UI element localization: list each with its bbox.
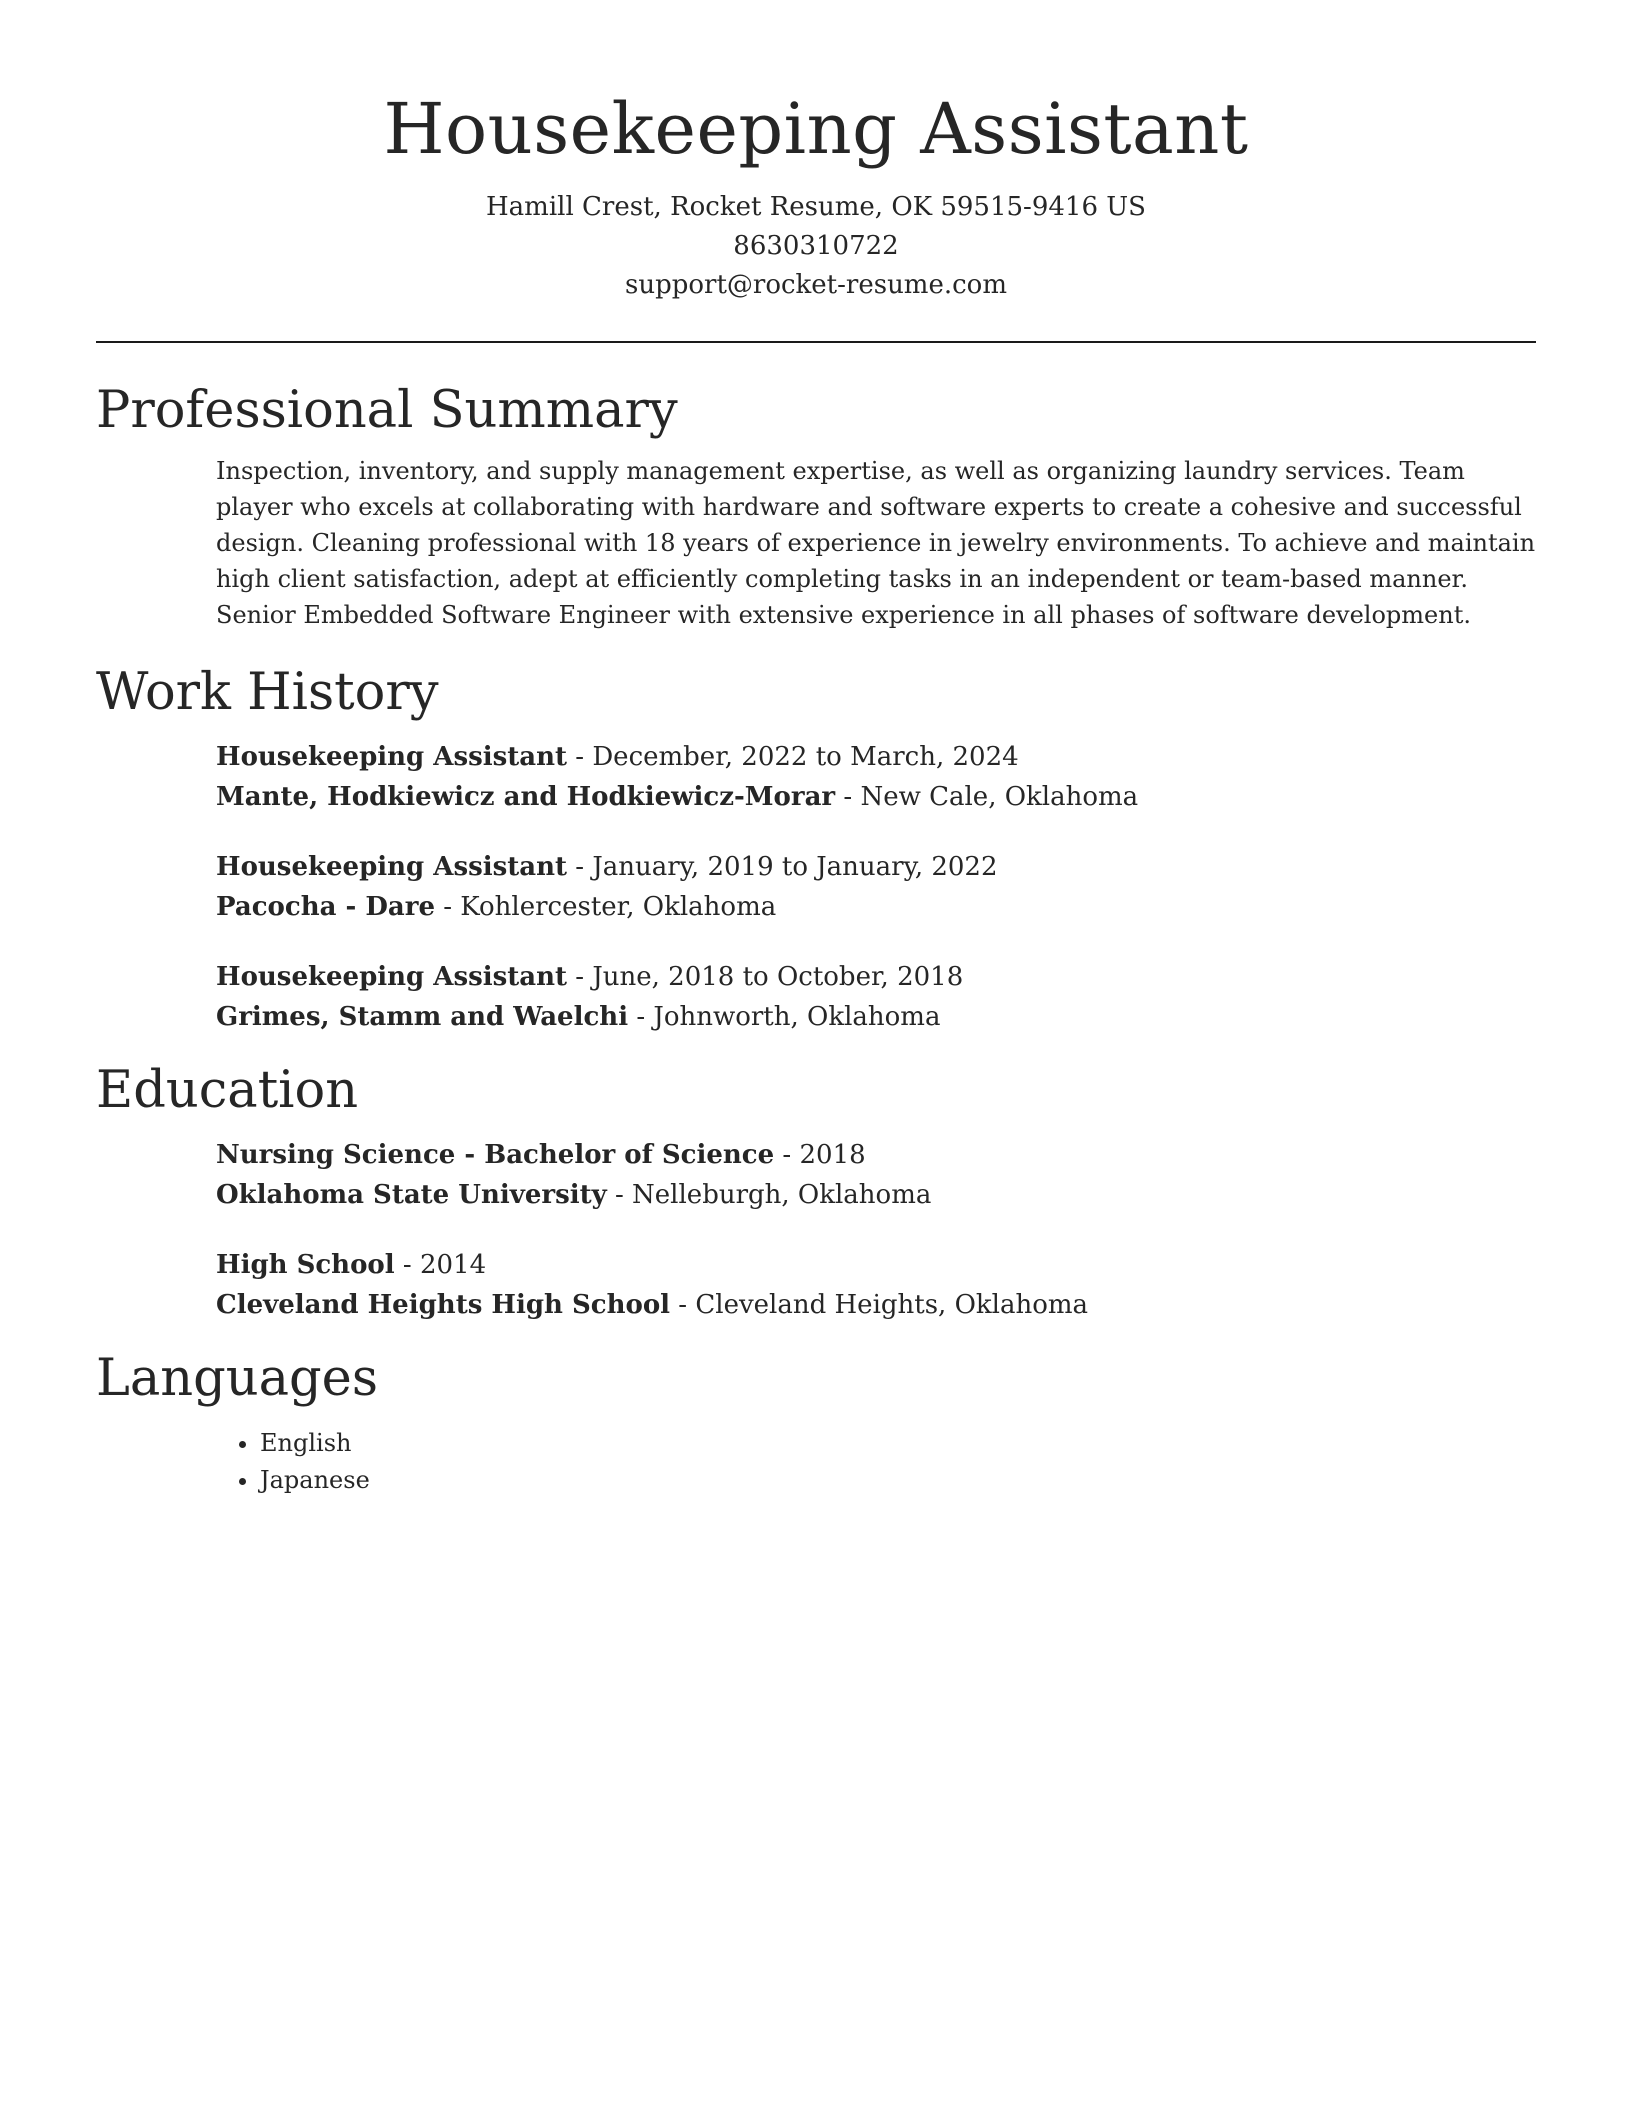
education-entry <box>216 1135 1536 1215</box>
language-item: • Japanese <box>260 1462 1536 1499</box>
work-location: - Kohlercester, Oklahoma <box>434 892 777 922</box>
work-company: Grimes, Stamm and Waelchi <box>216 1002 629 1032</box>
education-degree: Nursing Science - Bachelor of Science <box>216 1140 775 1170</box>
resume-header <box>96 0 1536 305</box>
work-history-title: Work History <box>96 663 439 722</box>
education-degree-line <box>216 1245 1536 1285</box>
education-school: Cleveland Heights High School <box>216 1290 671 1320</box>
education-school: Oklahoma State University <box>216 1180 607 1210</box>
work-company: Pacocha - Dare <box>216 892 435 922</box>
work-company: Mante, Hodkiewicz and Hodkiewicz-Morar <box>216 782 836 812</box>
work-location: - Johnworth, Oklahoma <box>628 1002 941 1032</box>
contact-block <box>96 188 1536 305</box>
work-role-line <box>216 957 1536 997</box>
resume-name: Housekeeping Assistant <box>383 88 1249 170</box>
work-dates: - January, 2019 to January, 2022 <box>567 852 998 882</box>
work-role: Housekeeping Assistant <box>216 962 568 992</box>
summary-title: Professional Summary <box>96 381 678 440</box>
work-company-line <box>216 887 1536 927</box>
work-location: - New Cale, Oklahoma <box>835 782 1139 812</box>
work-dates: - June, 2018 to October, 2018 <box>567 962 964 992</box>
education-location: - Cleveland Heights, Oklahoma <box>670 1290 1089 1320</box>
header-divider <box>96 341 1536 343</box>
contact-address: Hamill Crest, Rocket Resume, OK 59515-9416 US <box>486 192 1146 222</box>
education-section <box>96 1059 1536 1325</box>
education-degree: High School <box>216 1250 395 1280</box>
contact-email: support@rocket-resume.com <box>624 270 1007 300</box>
contact-phone: 8630310722 <box>733 231 899 261</box>
language-item: • English <box>260 1425 1536 1462</box>
work-role: Housekeeping Assistant <box>216 742 568 772</box>
work-role-line <box>216 737 1536 777</box>
work-history-section <box>96 661 1536 1037</box>
languages-title: Languages <box>96 1349 379 1408</box>
education-year: - 2018 <box>774 1140 866 1170</box>
education-degree-line <box>216 1135 1536 1175</box>
languages-section <box>96 1347 1536 1499</box>
work-role: Housekeeping Assistant <box>216 852 568 882</box>
education-entries <box>216 1135 1536 1325</box>
education-school-line <box>216 1285 1536 1325</box>
summary-text: Inspection, inventory, and supply management expertise, as well as organizing laundry services. Team player who excels at collaborating with hardware and software experts to create a cohesive and successful design. Cleaning professional with 18 years of experience in jewelry environments. To achieve and maintain high client satisfaction, adept at efficiently completing tasks in an independent or team-based manner. Senior Embedded Software Engineer with extensive experience in all phases of software development. <box>216 457 1536 629</box>
work-entries <box>216 737 1536 1037</box>
languages-list <box>216 1425 1536 1499</box>
education-entry <box>216 1245 1536 1325</box>
education-school-line <box>216 1175 1536 1215</box>
work-company-line <box>216 997 1536 1037</box>
work-company-line <box>216 777 1536 817</box>
work-entry <box>216 737 1536 817</box>
summary-section <box>96 379 1536 633</box>
education-location: - Nelleburgh, Oklahoma <box>606 1180 932 1210</box>
work-role-line <box>216 847 1536 887</box>
work-dates: - December, 2022 to March, 2024 <box>567 742 1019 772</box>
education-year: - 2014 <box>394 1250 487 1280</box>
work-entry <box>216 957 1536 1037</box>
work-entry <box>216 847 1536 927</box>
education-title: Education <box>96 1061 359 1120</box>
